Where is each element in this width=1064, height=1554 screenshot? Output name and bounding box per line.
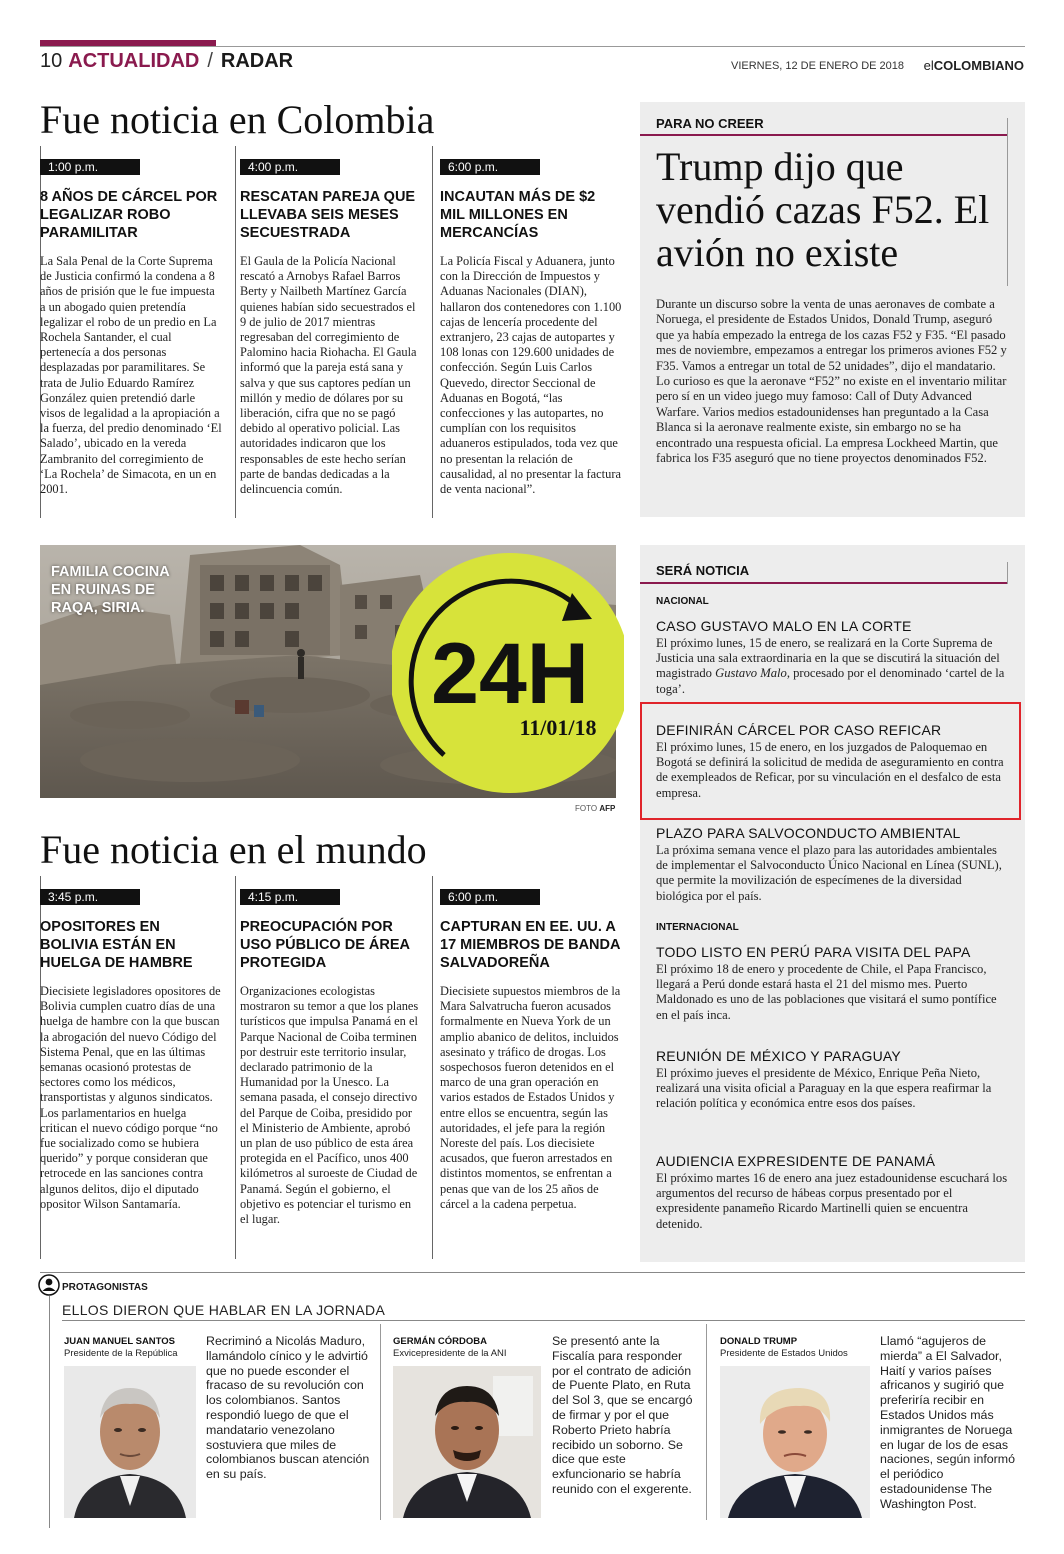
sera-noticia-item xyxy=(656,1153,1008,1232)
item-body-text: , procesado por el denominado ‘cartel de la toga’. xyxy=(656,666,1005,696)
item-title: DEFINIRÁN CÁRCEL POR CASO REFICAR xyxy=(656,722,942,738)
colombia-story-1 xyxy=(40,158,222,497)
protagonistas-label: PROTAGONISTAS xyxy=(62,1282,148,1293)
story-headline: PREOCUPACIÓN POR USO PÚBLICO DE ÁREA PROTEGIDA xyxy=(240,919,410,971)
para-no-creer-label: PARA NO CREER xyxy=(656,116,764,131)
para-no-creer-title: Trump dijo que vendió cazas F52. El avión no existe xyxy=(656,144,990,275)
person-quote: Se presentó ante la Fiscalía para responder por el contrato de adición de Puente Plato, en Ruta del Sol 3, que se encargó de firmar y por el que Roberto Prieto habría recibido un soborno. Se dice que este exfuncionario se habría reunido con el exgerente. xyxy=(552,1334,693,1496)
item-body: El próximo jueves el presidente de México, Enrique Peña Nieto, realizará una visita oficial a Paraguay en la que espera reafirmar la relación política y económica entre esos dos países. xyxy=(656,1066,992,1111)
nacional-label: NACIONAL xyxy=(656,596,709,607)
24h-badge xyxy=(392,545,624,807)
sera-noticia-item xyxy=(656,825,1008,904)
panel-side-rule xyxy=(1007,562,1008,584)
item-body: La próxima semana vence el plazo para las autoridades ambientales de implementar el Salvoconducto Único Nacional en Línea (SUNL), que permite la movilización de especímenes de la diversidad biológica por el país. xyxy=(656,843,1002,903)
story-headline: CAPTURAN EN EE. UU. A 17 MIEMBROS DE BANDA SALVADOREÑA xyxy=(440,919,620,971)
sera-noticia-item xyxy=(656,722,1008,801)
story-body: La Sala Penal de la Corte Suprema de Justicia confirmó la condena a 8 años de prisión que le fue impuesta a un abogado quien pretendía legalizar el robo de un predio en La Rochela Santander, el cual pertenecía a dos personas desplazadas por paramilitares. Se trata de Julio Eduardo Ramírez González quien pretendió darle visos de legalidad a la apropiación a la fuerza, del predio denominado ‘El Salado’, ubicado en la vereda Zambranito del corregimiento de ‘La Rochela’ de Simacota, en un en 2001. xyxy=(40,254,222,497)
story-time: 6:00 p.m. xyxy=(440,889,540,905)
person-role: Presidente de la República xyxy=(64,1348,178,1359)
panel-side-rule xyxy=(1007,118,1008,286)
protagonistas-subtitle: ELLOS DIERON QUE HABLAR EN LA JORNADA xyxy=(62,1302,386,1318)
story-body: Organizaciones ecologistas mostraron su temor a que los planes turísticos que impulsa Panamá en el Parque Nacional de Coiba terminen por destruir este territorio insular, declarado patrimonio de la Humanidad por la Unesco. La semana pasada, el consejo directivo del Parque de Coiba, presidido por el Ministerio de Ambiente, aprobó un plan de uso público de esta área protegida en el Pacífico, unos 400 kilómetros al suroeste de Ciudad de Panamá. Según el gobierno, el objetivo es potenciar el turismo en el lugar. xyxy=(240,984,419,1227)
item-body: El próximo martes 16 de enero ana juez estadounidense escuchará los argumentos del recurso de hábeas corpus presentado por el expresidente panameño Ricardo Martinelli quien se encuentra detenido. xyxy=(656,1171,1008,1231)
story-body: El Gaula de la Policía Nacional rescató a Arnobys Rafael Barros Berty y Nailbeth Martínez García quienes habían sido secuestrados el 9 de julio de 2017 mientras regresaban del corregimiento de Palomino hacia Riohacha. El Gaula informó que la pareja está sana y salva y que sus captores pedían un millón y medio de dólares por su liberación, cifra que no se pagó debido al operativo policial. Las autoridades indicaron que los responsables de este hecho serían parte de bandas dedicadas a la delincuencia común. xyxy=(240,254,417,497)
column-divider xyxy=(432,146,433,518)
story-time: 4:15 p.m. xyxy=(240,889,340,905)
cordoba-portrait xyxy=(393,1366,541,1518)
story-body: Diecisiete supuestos miembros de la Mara Salvatrucha fueron acusados formalmente en Nueva York de un amplio abanico de delitos, incluidos asesinato y tráfico de drogas. Los sospechosos fueron detenidos en el marco de una gran operación en varios estados de Estados Unidos y entre ellos se encuentra, según las autoridades, el jefe para la región Noreste del país. Los diecisiete acusados, que fueron arrestados en distintos momentos, se enfrentan a penas que van de los 25 años de cárcel a la cadena perpetua. xyxy=(440,984,621,1211)
section-name: ACTUALIDAD xyxy=(68,50,200,72)
column-divider xyxy=(235,876,236,1259)
page-number: 10 xyxy=(40,50,63,72)
column-divider xyxy=(235,146,236,518)
person-name: GERMÁN CÓRDOBA xyxy=(393,1336,487,1347)
story-time: 3:45 p.m. xyxy=(40,889,140,905)
sera-noticia-item xyxy=(656,1048,1008,1112)
credit-prefix: FOTO xyxy=(575,804,598,813)
mundo-story-2 xyxy=(240,888,422,1227)
caption-line: FAMILIA COCINA xyxy=(51,564,170,580)
column-divider xyxy=(706,1324,707,1520)
caption-line: RAQA, SIRIA. xyxy=(51,600,145,616)
person-quote: Llamó “agujeros de mierda” a El Salvador, Haití y varios países africanos y sugirió que preferiría recibir en Estados Unidos más inmigrantes de Noruega en lugar de los de esas naciones, según informó el periódico estadounidense The Washington Post. xyxy=(880,1334,1016,1511)
mundo-story-1 xyxy=(40,888,222,1212)
item-body-text: El próximo lunes, 15 de enero, se realizará en la Corte Suprema de Justicia una sala extraordinaria en la que se discutirá la situación del magistrado xyxy=(656,636,1000,681)
sera-noticia-item xyxy=(656,618,1008,697)
person-name: DONALD TRUMP xyxy=(720,1336,798,1347)
item-title: REUNIÓN DE MÉXICO Y PARAGUAY xyxy=(656,1048,901,1064)
item-title: AUDIENCIA EXPRESIDENTE DE PANAMÁ xyxy=(656,1153,936,1169)
story-time: 1:00 p.m. xyxy=(40,159,140,175)
para-no-creer-body: Durante un discurso sobre la venta de unas aeronaves de combate a Noruega, el presidente de Estados Unidos, Donald Trump, aseguró que ya había empezado la entrega de los cazas F52 y F35. “El pasado mes de noviembre, empezamos a entregar los primeros aviones F52 y F35. Vamos a entregar un total de 52 unidades”, dijo el mandatario. Lo curioso es que la aeronave “F52” no existe en el inventario militar pero sí en un video juego muy famoso: Call of Duty Advanced Warfare. Varios medios estadounidenses han preguntado a la Casa Blanca si la aeronave realmente existe, sin embargo no se ha encontrado una respuesta oficial. La empresa Lockheed Martin, que fabrica los F35 aseguró que no tiene proyectos denominados F52. xyxy=(656,297,1007,466)
story-headline: 8 AÑOS DE CÁRCEL POR LEGALIZAR ROBO PARAMILITAR xyxy=(40,189,218,241)
person-role: Presidente de Estados Unidos xyxy=(720,1348,848,1359)
item-body: El próximo 18 de enero y procedente de Chile, el Papa Francisco, llegará a Perú donde estará hasta el 21 del mismo mes. Puerto Maldonado es uno de las poblaciones que visitará el sumo pontífice en el país inca. xyxy=(656,962,997,1022)
santos-portrait xyxy=(64,1366,196,1518)
section-header xyxy=(40,50,293,73)
panel-rule xyxy=(640,134,1008,136)
subsection-name: RADAR xyxy=(220,50,294,72)
mundo-story-3 xyxy=(440,888,622,1212)
person-quote: Recriminó a Nicolás Maduro, llamándolo cínico y le advirtió que no puede esconder el fracaso de su revolución con los colombianos. Santos respondió luego de que el mandatario venezolano sostuviera que miles de colombianos buscan atención en su país. xyxy=(206,1334,370,1482)
colombia-story-3 xyxy=(440,158,622,497)
issue-date: VIERNES, 12 DE ENERO DE 2018 xyxy=(730,60,904,72)
item-title: CASO GUSTAVO MALO EN LA CORTE xyxy=(656,618,912,634)
protagonistas-sub-rule xyxy=(62,1320,1025,1321)
story-body: La Policía Fiscal y Aduanera, junto con la Dirección de Impuestos y Aduanas Nacionales (DIAN), hallaron dos contenedores con 1.100 cajas de lencería procedente del extranjero, 23 cajas de autopartes y 108 lonas con 129.600 unidades de confección. Según Luis Carlos Quevedo, director Seccional de Aduanas en Bogotá, “las confecciones y las autopartes, no cumplían con los requisitos aduaneros estipulados, toda vez que no presentan la relación de causalidad, al no presentar la factura de venta nacional”. xyxy=(440,254,622,497)
story-time: 4:00 p.m. xyxy=(240,159,340,175)
header-rule xyxy=(40,46,1025,47)
brand-prefix: el xyxy=(923,58,934,73)
sera-noticia-item xyxy=(656,944,1008,1023)
item-body-emphasis: Gustavo Malo xyxy=(715,666,787,681)
item-title: PLAZO PARA SALVOCONDUCTO AMBIENTAL xyxy=(656,825,961,841)
person-role: Exvicepresidente de la ANI xyxy=(393,1348,507,1359)
panel-rule xyxy=(640,582,1008,584)
trump-portrait xyxy=(720,1366,870,1518)
story-headline: OPOSITORES EN BOLIVIA ESTÁN EN HUELGA DE HAMBRE xyxy=(40,919,193,971)
item-title: TODO LISTO EN PERÚ PARA VISITA DEL PAPA xyxy=(656,944,971,960)
section-separator: / xyxy=(207,50,213,72)
story-headline: INCAUTAN MÁS DE $2 MIL MILLONES EN MERCANCÍAS xyxy=(440,189,596,241)
colombia-story-2 xyxy=(240,158,422,497)
story-time: 6:00 p.m. xyxy=(440,159,540,175)
column-divider xyxy=(380,1324,381,1520)
protagonistas-side-rule xyxy=(49,1296,50,1528)
badge-text: 24H xyxy=(431,626,589,722)
brand-name: COLOMBIANO xyxy=(933,58,1024,73)
newspaper-brand xyxy=(924,58,1024,73)
mundo-section-title: Fue noticia en el mundo xyxy=(40,827,427,872)
item-body: El próximo lunes, 15 de enero, en los juzgados de Paloquemao en Bogotá se definirá la solicitud de medida de aseguramiento en contra de exempleados de Reficar, por su vinculación en el desfalco de esta empresa. xyxy=(656,740,1004,800)
person-icon xyxy=(38,1274,60,1296)
item-body xyxy=(656,636,1008,697)
photo-credit xyxy=(575,804,615,813)
sera-noticia-label: SERÁ NOTICIA xyxy=(656,563,750,578)
column-divider xyxy=(432,876,433,1259)
photo-caption xyxy=(51,563,170,617)
story-headline: RESCATAN PAREJA QUE LLEVABA SEIS MESES SECUESTRADA xyxy=(240,189,416,241)
caption-line: EN RUINAS DE xyxy=(51,582,155,598)
credit-name: AFP xyxy=(599,804,616,813)
colombia-section-title: Fue noticia en Colombia xyxy=(40,97,435,142)
story-body: Diecisiete legisladores opositores de Bolivia cumplen cuatro días de una huelga de hambre con la que buscan la abrogación del nuevo Código del Sistema Penal, que en las últimas semanas ocasionó protestas de sectores como los médicos, transportistas y algunos sindicatos. Los parlamentarios en huelga critican el nuevo código porque “no fue socializado como se hubiera querido” y porque consideran que retrocede en las sanciones contra algunos delitos, dijo el diputado opositor Wilson Santamaría. xyxy=(40,984,221,1211)
internacional-label: INTERNACIONAL xyxy=(656,922,739,933)
person-name: JUAN MANUEL SANTOS xyxy=(64,1336,176,1347)
badge-date: 11/01/18 xyxy=(519,715,597,740)
protagonistas-rule xyxy=(40,1272,1025,1273)
